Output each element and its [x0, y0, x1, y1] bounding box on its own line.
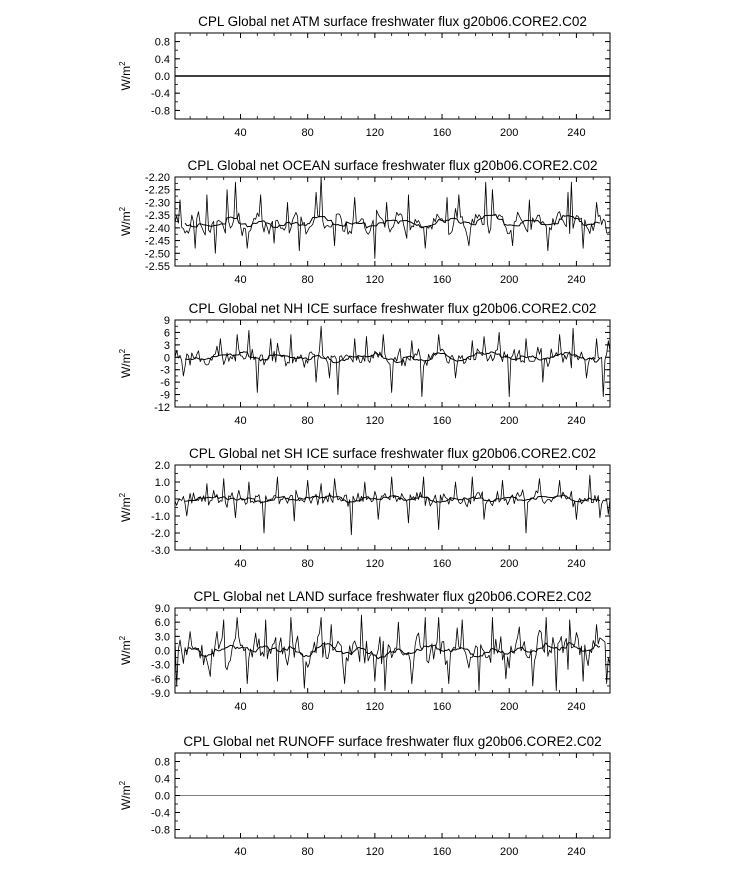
y-tick-label: -12 [154, 402, 170, 414]
x-tick-label: 40 [234, 701, 247, 713]
x-tick-label: 80 [301, 127, 314, 139]
x-tick-label: 120 [365, 701, 385, 713]
chart-title: CPL Global net RUNOFF surface freshwater flux g20b06.CORE2.C02 [183, 734, 602, 749]
y-tick-label: -6.0 [151, 673, 170, 686]
series-line-monthly [175, 475, 610, 535]
y-tick-label: -3.0 [151, 659, 170, 672]
y-axis-label: $W/m^2$ [118, 635, 133, 666]
x-tick-label: 200 [500, 558, 519, 570]
x-tick-label: 40 [234, 846, 247, 858]
series-line-monthly [175, 615, 610, 691]
y-tick-label: 0.8 [154, 36, 170, 49]
y-tick-label: -0.4 [151, 88, 170, 101]
x-tick-label: 80 [301, 701, 314, 713]
y-tick-label: -0.8 [151, 105, 170, 118]
y-tick-label: 0.0 [154, 71, 170, 83]
y-tick-label: 3 [163, 339, 170, 352]
y-tick-label: 0.0 [154, 645, 170, 658]
y-tick-label: -2.55 [144, 261, 170, 273]
chart-panel-5 [118, 589, 610, 713]
y-tick-label: -2.20 [144, 172, 170, 184]
chart-title: CPL Global net ATM surface freshwater flux g20b06.CORE2.C02 [198, 14, 587, 29]
x-tick-label: 200 [500, 274, 519, 286]
y-tick-label: -2.50 [144, 248, 170, 261]
y-tick-label: 0.4 [154, 53, 170, 66]
chart-panel-1 [118, 14, 610, 139]
chart-title: CPL Global net NH ICE surface freshwater flux g20b06.CORE2.C02 [188, 301, 597, 316]
y-tick-label: 9 [163, 315, 170, 327]
y-tick-label: 0.8 [154, 756, 170, 769]
chart-title: CPL Global net SH ICE surface freshwater flux g20b06.CORE2.C02 [189, 446, 596, 461]
y-tick-label: -2.40 [144, 222, 170, 235]
y-tick-label: -3 [160, 364, 170, 377]
plot-frame [175, 320, 610, 407]
y-tick-label: -6 [160, 377, 170, 390]
x-tick-label: 240 [567, 846, 586, 858]
y-tick-label: 0 [163, 352, 170, 365]
chart-panel-6 [118, 734, 610, 858]
y-tick-label: -0.4 [151, 807, 170, 820]
x-tick-label: 200 [500, 846, 519, 858]
x-tick-label: 160 [432, 274, 452, 286]
x-tick-label: 120 [365, 127, 385, 139]
x-tick-label: 80 [301, 846, 314, 858]
x-tick-label: 40 [234, 415, 247, 427]
y-tick-label: 9.0 [154, 603, 170, 615]
x-tick-label: 40 [234, 127, 247, 139]
y-tick-label: -0.8 [151, 824, 170, 837]
x-tick-label: 160 [432, 415, 452, 427]
plot-frame [175, 465, 610, 550]
y-tick-label: -2.0 [151, 528, 170, 540]
y-axis-label: $W/m^2$ [118, 61, 133, 91]
series-line-running-mean [185, 215, 600, 228]
y-tick-label: 0.0 [154, 494, 170, 506]
y-tick-label: 1.0 [154, 477, 170, 489]
y-axis-label: $W/m^2$ [118, 206, 133, 237]
x-tick-label: 200 [500, 415, 519, 427]
x-tick-label: 240 [567, 558, 586, 570]
y-tick-label: -2.30 [144, 197, 170, 210]
chart-title: CPL Global net OCEAN surface freshwater flux g20b06.CORE2.C02 [187, 158, 598, 173]
y-tick-label: -1.0 [151, 511, 170, 523]
series-line-monthly [175, 326, 610, 396]
y-tick-label: -2.35 [144, 210, 170, 223]
y-axis-label: $W/m^2$ [118, 780, 133, 811]
y-axis-label: $W/m^2$ [118, 492, 133, 523]
chart-panel-4 [118, 446, 610, 570]
x-tick-label: 120 [365, 415, 385, 427]
x-tick-label: 160 [432, 558, 452, 570]
x-tick-label: 200 [500, 701, 519, 713]
x-tick-label: 80 [301, 274, 314, 286]
y-tick-label: -2.25 [144, 184, 170, 197]
y-axis-label: $W/m^2$ [118, 348, 133, 379]
x-tick-label: 40 [234, 274, 247, 286]
x-tick-label: 240 [567, 127, 586, 139]
y-tick-label: -2.45 [144, 235, 170, 248]
y-tick-label: 0.4 [154, 773, 170, 786]
x-tick-label: 200 [500, 127, 519, 139]
x-tick-label: 80 [301, 415, 314, 427]
y-tick-label: -9.0 [151, 688, 170, 700]
y-tick-label: 6.0 [154, 617, 170, 630]
x-tick-label: 40 [234, 558, 247, 570]
y-tick-label: 0.0 [154, 790, 170, 803]
y-tick-label: -9 [160, 389, 170, 402]
chart-title: CPL Global net LAND surface freshwater flux g20b06.CORE2.C02 [193, 589, 592, 604]
x-tick-label: 160 [432, 701, 452, 713]
y-tick-label: 2.0 [154, 460, 170, 472]
y-tick-label: 6 [163, 327, 170, 340]
y-tick-label: -3.0 [151, 545, 170, 557]
y-tick-label: 3.0 [154, 631, 170, 644]
x-tick-label: 240 [567, 415, 586, 427]
x-tick-label: 120 [365, 558, 385, 570]
series-line-monthly [175, 177, 610, 258]
x-tick-label: 160 [432, 846, 452, 858]
x-tick-label: 120 [365, 846, 385, 858]
chart-panel-2 [118, 158, 610, 286]
chart-panel-3 [118, 301, 610, 427]
x-tick-label: 240 [567, 274, 586, 286]
x-tick-label: 240 [567, 701, 586, 713]
series-line-running-mean [185, 352, 600, 363]
x-tick-label: 120 [365, 274, 385, 286]
x-tick-label: 80 [301, 558, 314, 570]
x-tick-label: 160 [432, 127, 452, 139]
